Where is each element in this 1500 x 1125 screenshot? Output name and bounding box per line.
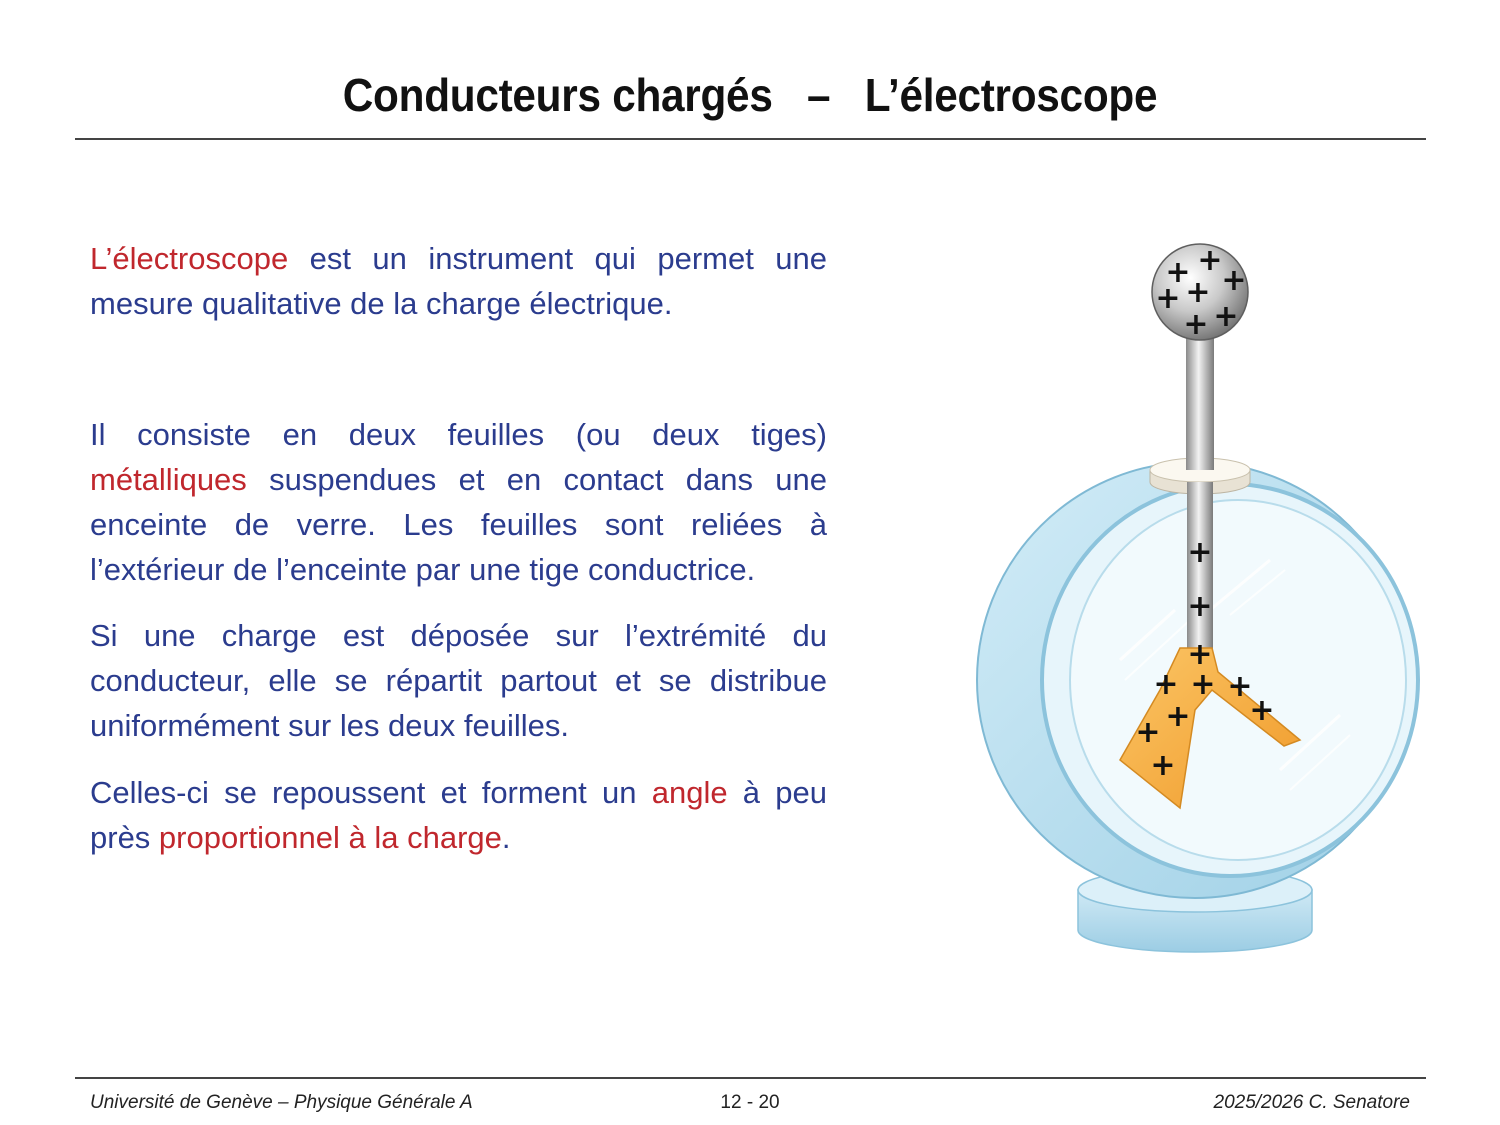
paragraph-definition [90,236,827,326]
electroscope-illustration [975,238,1435,963]
term-electroscope: L’électroscope [90,241,289,276]
repulsion-text-1: Celles-ci se repoussent et forment un [90,775,652,810]
construction-text-1: Il consiste en deux feuilles (ou deux tiges) [90,417,827,452]
charge-sign: + [1187,589,1213,624]
term-proportionnel: proportionnel à la charge [158,820,502,855]
charge-sign: + [1165,255,1191,290]
footer-page-number: 12 - 20 [720,1092,780,1113]
definition-text: est un instrument qui permet une mesure qualitative de la charge électrique. [90,241,827,321]
slide-title: Conducteurs chargés – L’électroscope [342,69,1158,121]
charge-sign: + [1155,281,1181,316]
charge-sign: + [1213,299,1239,334]
title-divider [75,138,1426,140]
charge-sign: + [1153,667,1179,702]
charge-sign: + [1190,667,1216,702]
charge-sign: + [1165,699,1191,734]
charge-sign: + [1221,263,1247,298]
repulsion-text-3: . [501,820,511,855]
footer-course: Université de Genève – Physique Générale A [90,1092,473,1113]
charge-sign: + [1135,715,1161,750]
term-metalliques: métalliques [90,462,247,497]
charge-sign: + [1249,693,1275,728]
inner-rod [1187,482,1213,660]
paragraph-repulsion [90,770,827,860]
term-angle: angle [651,775,728,810]
charge-sign: + [1227,669,1253,704]
footer-divider [75,1077,1426,1079]
conducting-rod [1186,330,1214,470]
paragraph-charge-distribution [90,613,827,748]
footer-author: 2025/2026 C. Senatore [1213,1092,1410,1113]
paragraph-construction [90,412,827,592]
charge-sign: + [1185,275,1211,310]
charge-sign: + [1187,535,1213,570]
construction-text-2: suspendues et en contact dans une enceinte de verre. Les feuilles sont reliées à l’extérieur de l’enceinte par une tige conductrice. [90,462,827,587]
distribution-text: Si une charge est déposée sur l’extrémité du conducteur, elle se répartit partout et se distribue uniformément sur les deux feuilles. [90,618,827,743]
repulsion-text-2: à peu près [90,775,827,855]
charge-sign: + [1183,307,1209,342]
charge-sign: + [1150,748,1176,783]
charge-sign: + [1197,243,1223,278]
charge-sign: + [1187,637,1213,672]
